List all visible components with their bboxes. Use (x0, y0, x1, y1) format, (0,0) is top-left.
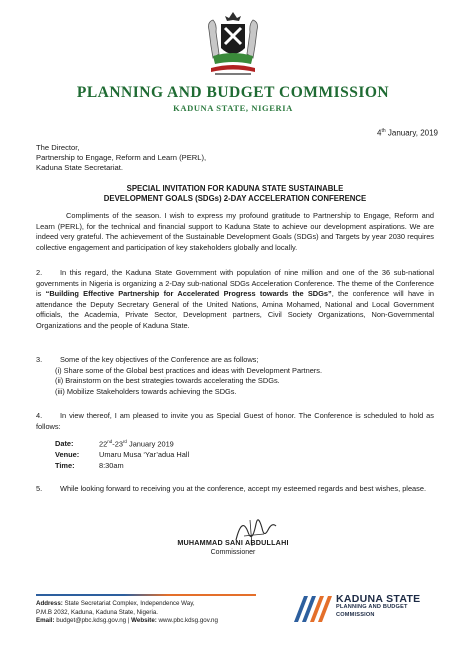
paragraph-5 (36, 484, 434, 495)
detail-label: Venue: (55, 450, 80, 460)
email-link[interactable]: budget@pbc.kdsg.gov.ng (54, 617, 127, 625)
website-link[interactable]: www.pbc.kdsg.gov.ng (156, 617, 218, 625)
email-label: Email: (36, 617, 55, 625)
letter-subject (40, 184, 430, 205)
event-details (55, 436, 189, 471)
paragraph-text: In this regard, the Kaduna State Government with population of nine million and one of the 36 sub-national governments in Nigeria is organizing a 2-Day sub-national SDGs Acceleration Conference. The theme of the Conference is (36, 268, 434, 299)
footer-address (36, 600, 218, 626)
detail-label: Time: (55, 461, 75, 471)
brand-subtitle: PLANNING AND BUDGET (336, 604, 408, 610)
paragraph-text: , the conference will have in attendance the Deputy Secretary General of the United Nations, Amina Mohamed, National and Local Government officials, the Academia, Private Sector, Development partners, Civil Society Organizations, Non-Governmental Organizations and the people of Kaduna State. (36, 289, 434, 330)
paragraph-4 (36, 411, 434, 432)
objectives-list (55, 366, 322, 397)
paragraph-text: In view thereof, I am pleased to invite you as Special Guest of honor. The Conference is scheduled to hold as follows: (36, 411, 434, 431)
detail-value: -23 (112, 439, 123, 449)
paragraph-1 (36, 211, 434, 253)
detail-value: rd (122, 439, 127, 444)
kaduna-state-logo-icon (290, 592, 332, 626)
recipient-address (36, 143, 206, 174)
organization-title: PLANNING AND BUDGET COMMISSION (76, 84, 390, 101)
conference-theme: “Building Effective Partnership for Accelerated Progress towards the SDGs” (45, 289, 332, 299)
paragraph-text: Some of the key objectives of the Conference are as follows; (60, 355, 259, 364)
footer-divider (36, 594, 256, 596)
list-item: (ii) Brainstorm on the best strategies towards accelerating the SDGs. (55, 376, 280, 386)
website-label: Website: (131, 617, 157, 625)
paragraph-number: 5. (36, 484, 43, 493)
list-item: (i) Share some of the Global best practices and ideas with Development Partners. (55, 366, 323, 375)
event-date (55, 436, 189, 449)
recipient-line: Kaduna State Secretariat. (36, 163, 123, 173)
separator: | (126, 617, 132, 625)
coat-of-arms-icon (203, 10, 263, 82)
detail-value: January 2019 (126, 439, 174, 449)
organization-subtitle: KADUNA STATE, NIGERIA (173, 103, 293, 113)
brand-name: KADUNA STATE (336, 593, 421, 605)
address-text: State Secretariat Complex, Independence Way, (62, 600, 195, 607)
signer-name: MUHAMMAD SANI ABDULLAHI (177, 538, 289, 547)
contact-line (36, 617, 218, 626)
paragraph-number: 4. (36, 411, 43, 420)
recipient-line: The Director, (36, 143, 80, 152)
list-item: (iii) Mobilize Stakeholders towards achieving the SDGs. (55, 386, 237, 396)
event-time (55, 460, 189, 471)
detail-value: Umaru Musa ‘Yar’adua Hall (99, 450, 190, 460)
paragraph-number: 3. (36, 355, 43, 364)
signer-title: Commissioner (210, 549, 256, 556)
detail-value: 8:30am (99, 461, 124, 471)
address-line: P.M.B 2032, Kaduna, Kaduna State, Nigeria. (36, 608, 158, 616)
subject-line: DEVELOPMENT GOALS (SDGs) 2-DAY ACCELERATION CONFERENCE (103, 194, 367, 204)
recipient-line: Partnership to Engage, Reform and Learn (PERL), (36, 153, 207, 163)
address-line (36, 600, 218, 609)
detail-value: 22 (99, 439, 108, 449)
paragraph-3 (36, 355, 434, 366)
paragraph-number: 2. (36, 268, 43, 277)
address-label: Address: (36, 600, 63, 607)
subject-line: SPECIAL INVITATION FOR KADUNA STATE SUSTAINABLE (126, 184, 344, 193)
letter-date: 4th January, 2019 (377, 128, 438, 138)
paragraph-2 (36, 268, 434, 332)
event-venue (55, 449, 189, 460)
footer-brand (336, 595, 420, 619)
detail-label: Date: (55, 439, 74, 449)
brand-subtitle: COMMISSION (336, 612, 375, 618)
paragraph-text: While looking forward to receiving you at the conference, accept my esteemed regards and best wishes, please. (60, 484, 427, 493)
detail-value: nd (107, 439, 113, 444)
paragraph-text: Compliments of the season. I wish to express my profound gratitude to Partnership to Engage, Reform and Learn (PERL), for the technical and financial support to Kaduna State to achieve our development aspirations. We are indeed very grateful. The achievement of the Sustainable Development Goals (SDGs) and Targets by year 2030 requires collective engagement and participation of key stakeholders globally and locally. (36, 211, 434, 252)
